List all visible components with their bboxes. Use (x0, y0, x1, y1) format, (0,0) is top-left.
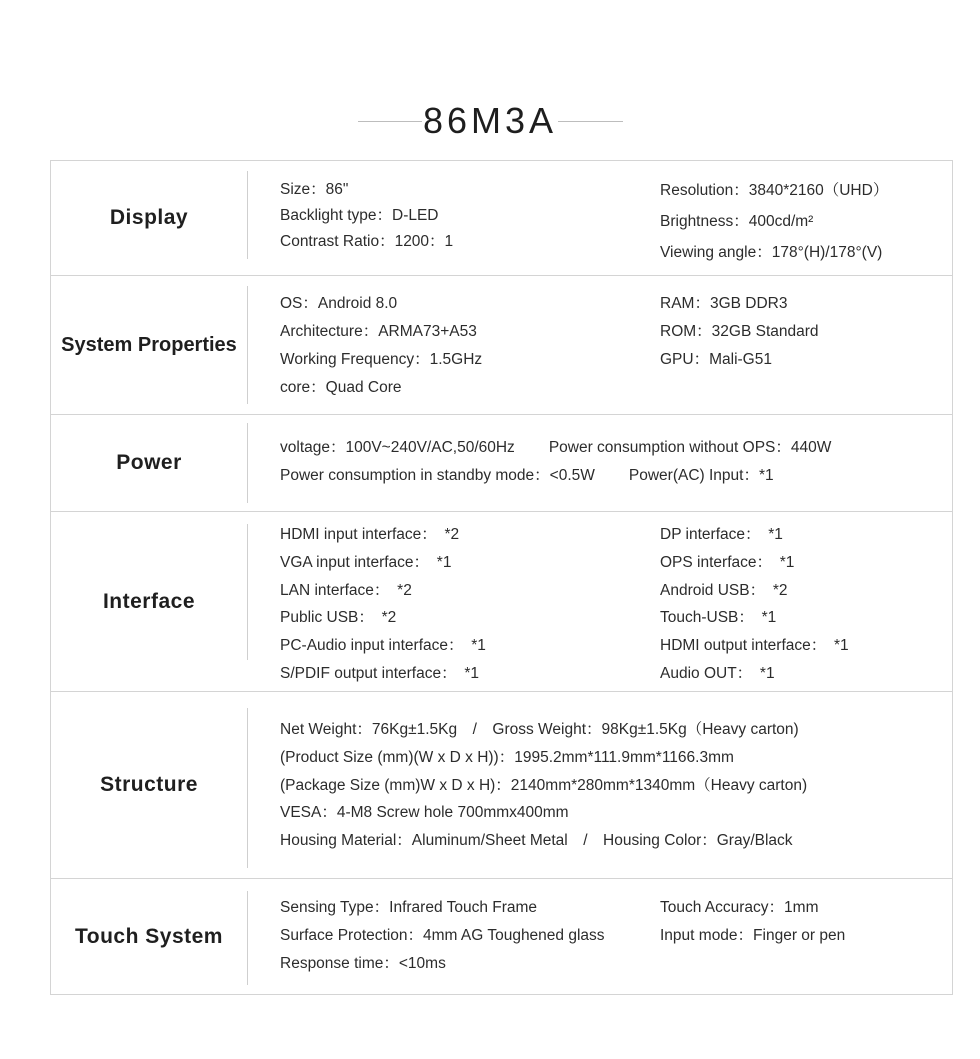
power-col (280, 434, 831, 490)
touch-left-col (280, 894, 605, 978)
power-line-2 (280, 462, 831, 490)
row-label-display: Display (109, 206, 189, 229)
system-frequency: Working Frequency：1.5GHz (280, 351, 483, 368)
touch-accuracy: Touch Accuracy：1mm (660, 899, 819, 916)
touch-input-mode: Input mode：Finger or pen (660, 927, 846, 944)
structure-weight: Net Weight：76Kg±1.5Kg / Gross Weight：98Kg±1.5Kg（Heavy carton) (280, 721, 799, 738)
interface-spdif: S/PDIF output interface： *1 (280, 664, 480, 682)
interface-vga-input: VGA input interface： *1 (280, 553, 452, 571)
title-block (0, 96, 980, 146)
row-display (51, 161, 952, 275)
interface-lan: LAN interface： *2 (280, 581, 412, 599)
row-label-structure: Structure (100, 773, 198, 796)
power-standby: Power consumption in standby mode：<0.5W (280, 467, 595, 484)
structure-product-size: (Product Size (mm)(W x D x H))：1995.2mm*111.9mm*1166.3mm (280, 748, 734, 766)
interface-android-usb: Android USB： *2 (660, 581, 788, 599)
power-consumption: Power consumption without OPS：440W (548, 439, 832, 456)
row-structure (51, 691, 952, 878)
system-gpu: GPU：Mali-G51 (660, 351, 772, 368)
page-title: 86M3A (422, 100, 558, 141)
row-divider (247, 891, 248, 985)
row-power (51, 414, 952, 511)
power-ac-input: Power(AC) Input：*1 (628, 467, 774, 484)
title-left-rule (358, 121, 422, 122)
interface-public-usb: Public USB： *2 (280, 609, 397, 627)
interface-touch-usb: Touch-USB： *1 (660, 609, 777, 627)
row-touch-system (51, 878, 952, 994)
interface-hdmi-output: HDMI output interface： *1 (660, 637, 849, 655)
interface-left-col (280, 521, 486, 688)
power-line-1 (280, 434, 831, 462)
system-ram: RAM：3GB DDR3 (660, 295, 788, 312)
structure-package-size: (Package Size (mm)W x D x H)：2140mm*280mm*1340mm（Heavy carton) (280, 776, 808, 794)
touch-response-time: Response time：<10ms (280, 955, 446, 972)
touch-surface-protection: Surface Protection：4mm AG Toughened glass (280, 927, 605, 944)
touch-right-col (660, 894, 845, 950)
structure-housing: Housing Material：Aluminum/Sheet Metal / Housing Color：Gray/Black (280, 832, 793, 850)
display-resolution: Resolution：3840*2160（UHD） (660, 182, 889, 199)
display-backlight: Backlight type：D-LED (280, 207, 439, 224)
row-divider (247, 423, 248, 503)
system-left-col (280, 290, 482, 402)
display-right-col (660, 175, 888, 268)
row-system-properties (51, 275, 952, 414)
row-divider (247, 708, 248, 868)
row-label-interface: Interface (102, 589, 196, 613)
spec-table (50, 160, 953, 995)
row-divider (247, 171, 248, 259)
power-voltage: voltage：100V~240V/AC,50/60Hz (280, 439, 515, 456)
display-viewing-angle: Viewing angle：178°(H)/178°(V) (660, 244, 883, 261)
title-right-rule (558, 121, 623, 122)
system-architecture: Architecture：ARMA73+A53 (280, 323, 477, 340)
display-contrast: Contrast Ratio：1200：1 (280, 233, 454, 250)
interface-hdmi-input: HDMI input interface： *2 (280, 526, 460, 543)
interface-ops: OPS interface： *1 (660, 553, 795, 571)
structure-vesa: VESA：4-M8 Screw hole 700mmx400mm (280, 804, 569, 822)
interface-right-col (660, 521, 849, 688)
system-os: OS：Android 8.0 (280, 295, 398, 312)
interface-audio-out: Audio OUT： *1 (660, 664, 775, 682)
system-rom: ROM：32GB Standard (660, 323, 819, 340)
display-brightness: Brightness：400cd/m² (660, 213, 814, 230)
row-label-system-properties: System Properties (61, 333, 237, 356)
row-label-touch-system: Touch System (75, 924, 223, 948)
interface-pc-audio: PC-Audio input interface： *1 (280, 637, 486, 655)
row-divider (247, 286, 248, 404)
row-divider (247, 524, 248, 660)
system-core: core：Quad Core (280, 379, 402, 396)
touch-sensing-type: Sensing Type：Infrared Touch Frame (280, 899, 538, 916)
row-label-power: Power (116, 451, 182, 474)
display-left-col (280, 177, 453, 255)
interface-dp: DP interface： *1 (660, 526, 783, 543)
system-right-col (660, 290, 819, 374)
structure-col (280, 716, 807, 855)
display-size: Size：86" (280, 181, 349, 198)
row-interface (51, 511, 952, 691)
